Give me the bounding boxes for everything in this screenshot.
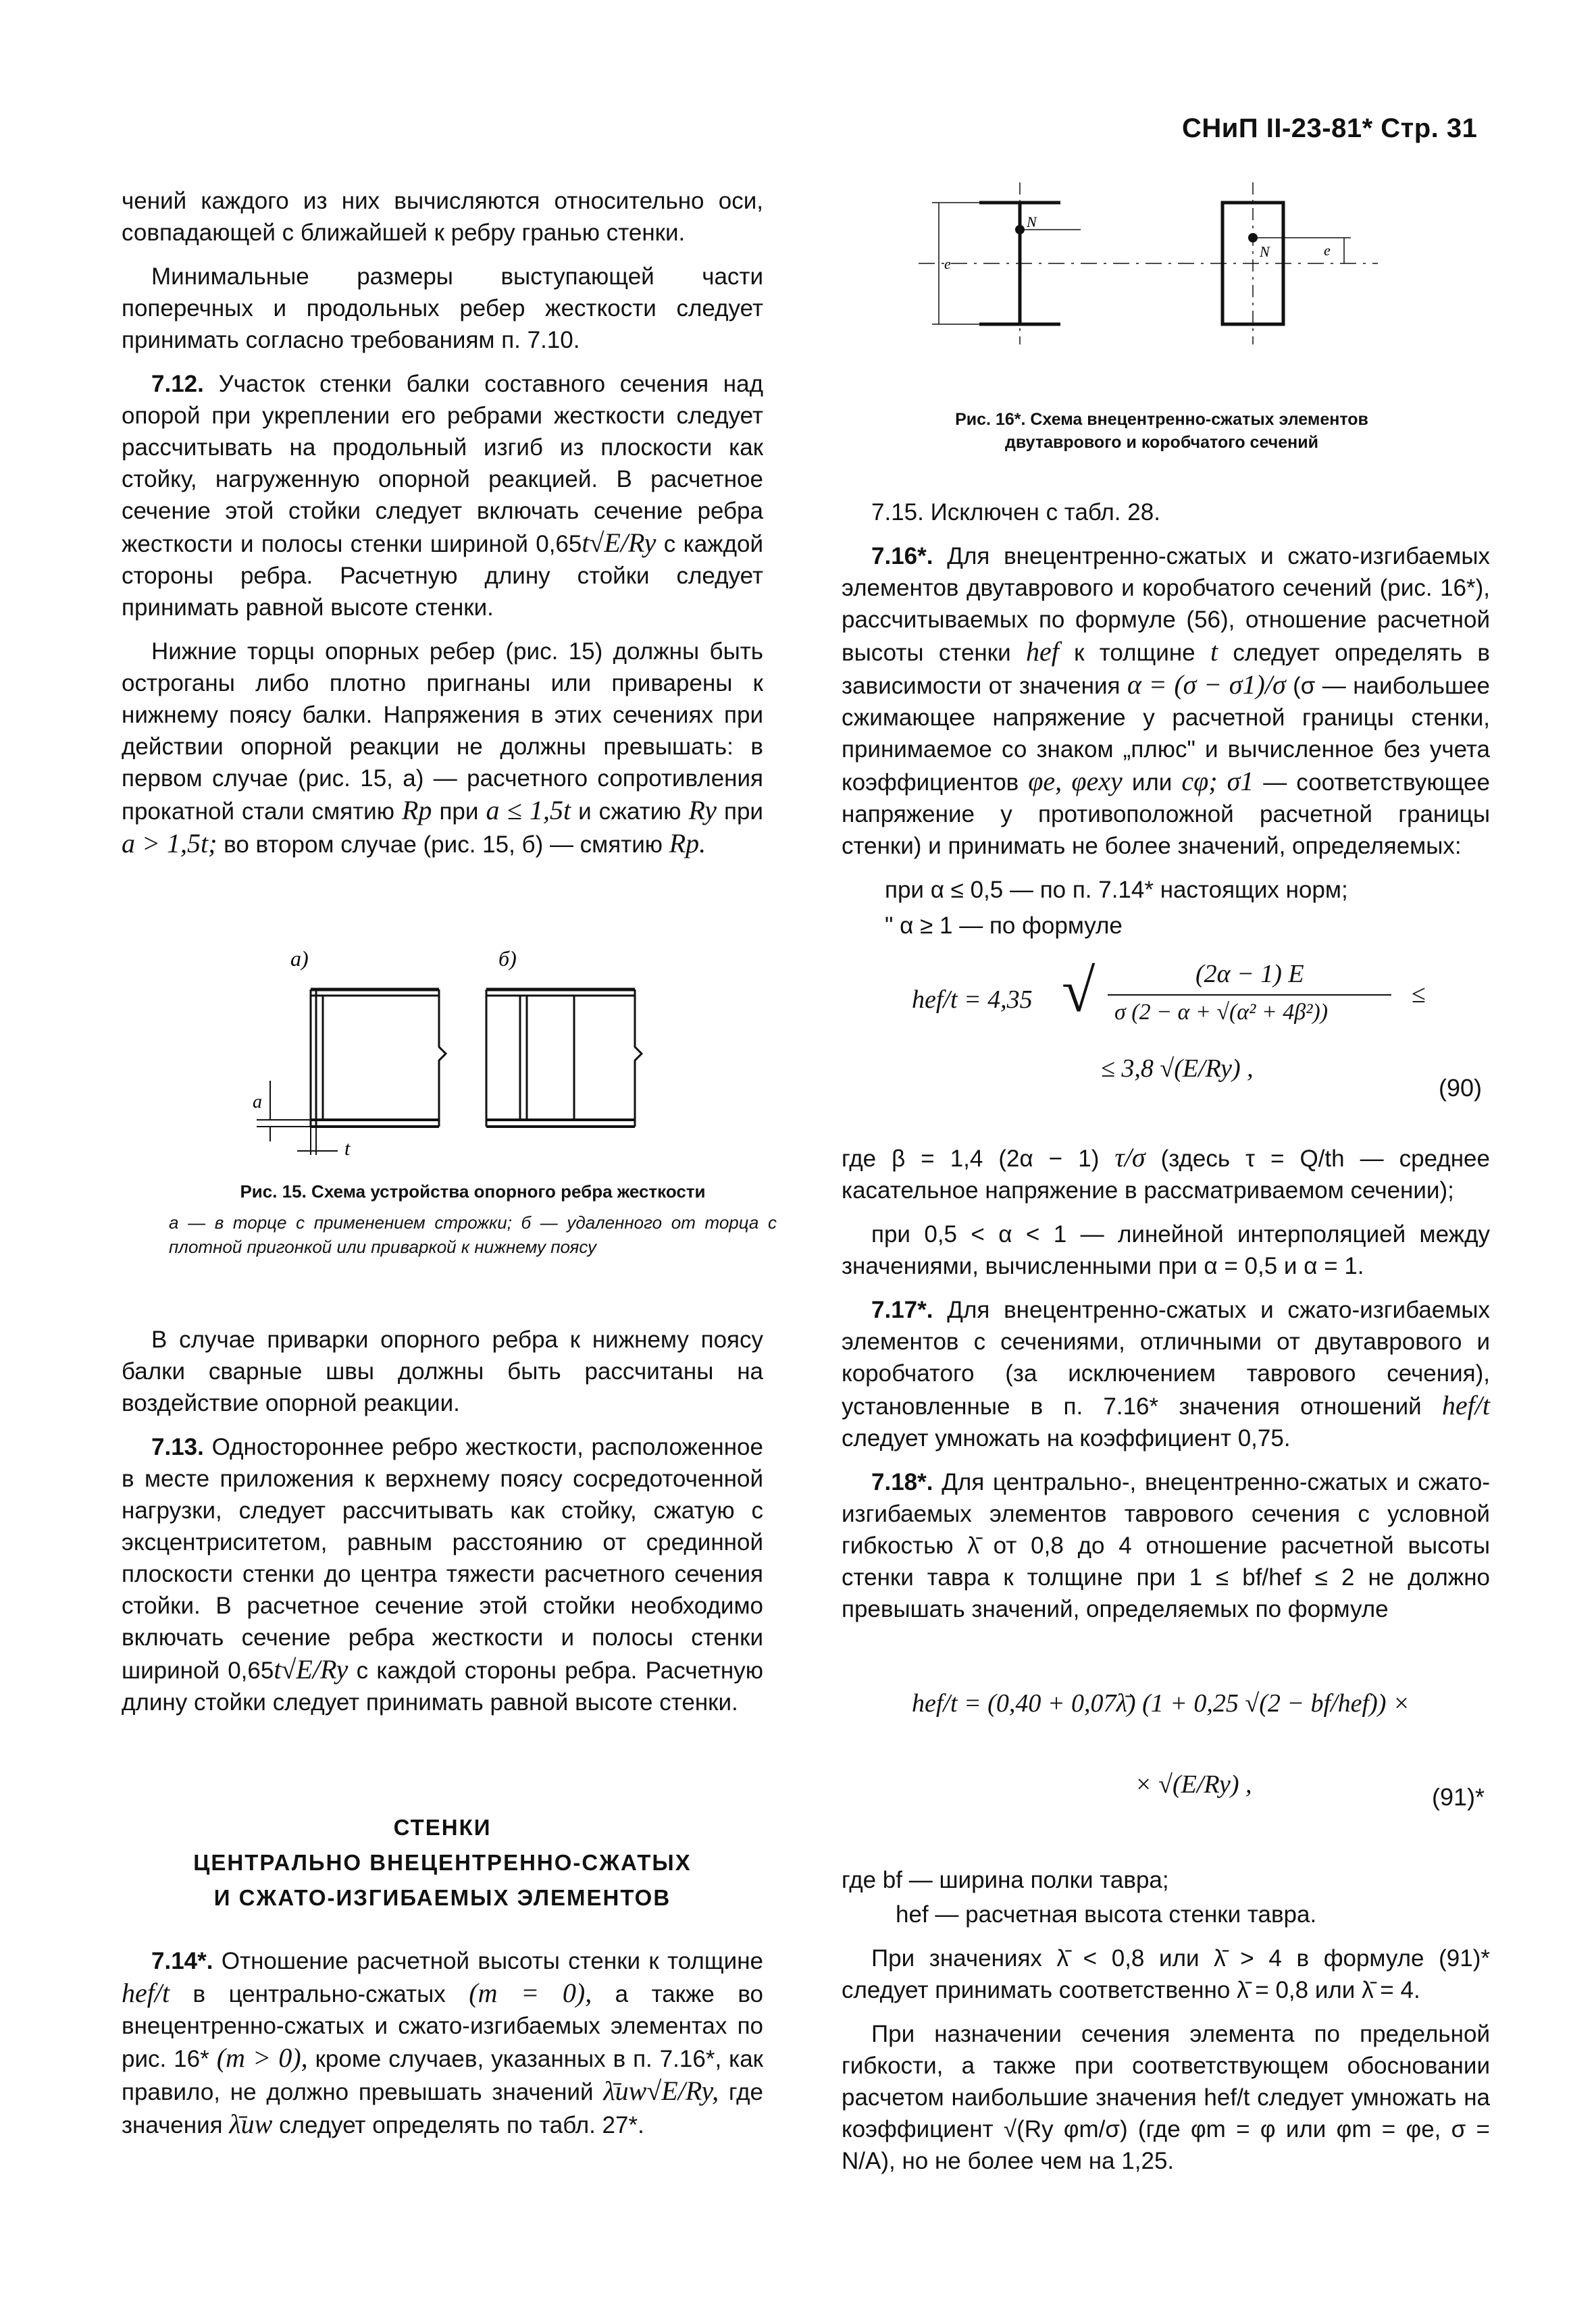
formula-90 — [912, 959, 1506, 1121]
where-beta — [842, 1141, 1490, 1206]
text: Нижние торцы опорных ребер (рис. 15) должны быть остроганы либо плотно пригнаны или приварены к нижнему поясу балки. Напряжения в этих сечениях при действии опорной реакции не должны превышать: в первом случае (рис. 15, а) — расчетного сопротивления прокатной стали смятию — [122, 638, 763, 825]
right-column-middle — [842, 1141, 1490, 1637]
symbol: α = (σ − σ1)/σ — [1127, 669, 1286, 700]
section-title — [122, 1810, 763, 1916]
symbol: t — [1210, 636, 1218, 667]
fig16-i-beam — [919, 182, 1378, 344]
symbol: τ/σ — [1114, 1142, 1145, 1173]
clause-number: 7.16*. — [871, 543, 933, 569]
paragraph-bearing-stiffener — [122, 636, 763, 860]
eq90-line2: ≤ 3,8 √(E/Ry) , — [1101, 1054, 1254, 1083]
left-column-bottom — [122, 1324, 763, 1730]
fig15-label-b: б) — [498, 946, 517, 971]
text: при — [439, 798, 479, 825]
symbol: Ry — [688, 795, 717, 825]
text: с каждой стороны ребра. Расчетную длину стойки следует принимать равной высоте стенки. — [122, 531, 764, 621]
figure-16-caption: Рис. 16*. Схема внецентренно-сжатых элементов двутаврового и коробчатого сечений — [955, 410, 1368, 452]
symbol: cφ; — [1181, 766, 1218, 796]
eq90-le: ≤ — [1412, 980, 1426, 1008]
symbol: a ≤ 1,5t — [486, 795, 571, 825]
figure-15-caption — [169, 1179, 777, 1259]
clause-number: 7.14*. — [151, 1948, 213, 1974]
eq91-line1: hef/t = (0,40 + 0,07λ̄) (1 + 0,25 √(2 − bf/hef)) × — [912, 1689, 1410, 1718]
text: при — [724, 798, 763, 825]
clause-number: 7.18*. — [871, 1469, 933, 1495]
page-header: СНиП II-23-81* Стр. 31 — [1182, 113, 1478, 143]
formula-91 — [912, 1675, 1506, 1837]
text: следует умножать на коэффициент 0,75. — [842, 1425, 1291, 1451]
clause-7-16 — [842, 540, 1490, 862]
figure-15-title: Рис. 15. Схема устройства опорного ребра жесткости — [240, 1181, 706, 1202]
text: и сжатию — [578, 798, 681, 825]
symbol: (m > 0), — [216, 2042, 308, 2073]
fig16-force-point — [1248, 233, 1258, 242]
where-hef: hef — расчетная высота стенки тавра. — [896, 1901, 1317, 1928]
text: к толщине — [1074, 640, 1195, 666]
symbol: λ̄uw — [229, 2109, 273, 2139]
symbol: a > 1,5t; — [122, 828, 217, 858]
figure-15 — [243, 939, 756, 1168]
text: Отношение расчетной высоты стенки к толщине — [221, 1948, 763, 1974]
text: Одностороннее ребро жесткости, расположенное в месте приложения к верхнему поясу сосредоточенной нагрузки, следует рассчитывать как стойку, сжатую с эксцентриситетом, равным расстоянию от срединной плоскости стенки до центра тяжести расчетного сечения стойки. В расчетное сечение этой стойки необходимо включать сечение ребра жесткости и полосы стенки шириной 0,65 — [122, 1434, 763, 1684]
right-column-end — [842, 1864, 1490, 2189]
section-title-line: И СЖАТО-ИЗГИБАЕМЫХ ЭЛЕМЕНТОВ — [213, 1885, 671, 1910]
symbol: hef — [1025, 636, 1059, 667]
paragraph: При назначении сечения элемента по предельной гибкости, а также при соответствующем обосновании расчетом наибольшие значения hef/t следует умножать на коэффициент √(Ry φm/σ) (где φm = φ или φm = φe, σ = N/A), но не более чем на 1,25. — [842, 2021, 1490, 2174]
paragraph: чений каждого из них вычисляются относительно оси, совпадающей с ближайшей к ребру гранью стенки. — [122, 188, 763, 246]
text: во втором случае (рис. 15, б) — смятию — [224, 831, 663, 858]
clause-7-18 — [842, 1466, 1490, 1625]
condition: " α ≥ 1 — по формуле — [885, 912, 1123, 939]
right-column — [842, 496, 1490, 946]
eq91-number: (91)* — [1432, 1783, 1485, 1811]
fig15-variant-a — [257, 989, 446, 1155]
paragraph: В случае приварки опорного ребра к нижнему поясу балки сварные швы должны быть рассчитаны на воздействие опорной реакции. — [122, 1327, 763, 1416]
fig15-dim-t: t — [344, 1137, 351, 1160]
clause-number: 7.12. — [151, 371, 204, 397]
fig15-dim-a: a — [253, 1091, 262, 1112]
clause-7-17 — [842, 1294, 1490, 1454]
symbol: hef/t — [122, 1978, 170, 2008]
eq90-sqrt-sign: √ — [1062, 958, 1096, 1025]
eq90-denominator: σ (2 − α + √(α² + 4β²)) — [1114, 1000, 1329, 1025]
condition: при 0,5 < α < 1 — линейной интерполяцией между значениями, вычисленными при α = 0,5 и α = 1. — [842, 1221, 1490, 1279]
text: Для внецентренно-сжатых и сжато-изгибаемых элементов с сечениями, отличными от двутаврового и коробчатого (за исключением таврового сечения), установленные в п. 7.16* значения отношений — [842, 1297, 1490, 1420]
text: в центрально-сжатых — [192, 1981, 446, 2007]
text: (σ — наибольшее сжимающее напряжение у расчетной границы стенки, принимаемое со знаком „плюс" и вычисленное без учета коэффициентов — [842, 673, 1490, 796]
left-column-end — [122, 1945, 763, 2153]
text: — соответствующее напряжение у противоположной расчетной границы стенки) и принимать не более значений, определяемых: — [842, 769, 1490, 859]
fig16-label-n2: N — [1260, 243, 1270, 260]
eq90-fraction-bar — [1108, 994, 1391, 996]
clause-number: 7.17*. — [871, 1297, 933, 1323]
text: а также во внецентренно-сжатых и сжато-изгибаемых элементах по рис. 16* — [122, 1981, 763, 2072]
paragraph: Минимальные размеры выступающей части поперечных и продольных ребер жесткости следует принимать согласно требованиям п. 7.10. — [122, 263, 763, 353]
fig15-label-a: а) — [290, 946, 309, 971]
clause-7-15: 7.15. Исключен с табл. 28. — [871, 499, 1160, 525]
clause-7-12 — [122, 368, 763, 623]
fig15-variant-b — [486, 989, 642, 1127]
symbol: Rp. — [669, 828, 706, 858]
text: касательное напряжение в рассматриваемом сечении); — [842, 1177, 1454, 1204]
condition: при α ≤ 0,5 — по п. 7.14* настоящих норм; — [885, 877, 1348, 903]
paragraph: При значениях λ̄ < 0,8 или λ̄ > 4 в формуле (91)* следует принимать соответственно λ̄ = 0,8 или λ̄ = 4. — [842, 1945, 1490, 2003]
fig16-force-point — [1015, 225, 1025, 234]
fig16-label-e1: e — [944, 255, 951, 272]
text: кроме случаев, указанных в п. 7.16*, как правило, не должно превышать значений — [122, 2046, 763, 2105]
text: или — [1131, 769, 1173, 796]
clause-7-13 — [122, 1431, 763, 1718]
text: Для центрально-, внецентренно-сжатых и сжато-изгибаемых элементов таврового сечения с условной гибкостью λ̄ от 0,8 до 4 отношение расчетной высоты стенки тавра к толщине при 1 ≤ bf/hef ≤ 2 не должно превышать значений, определяемых по формуле — [842, 1469, 1490, 1622]
text: Для внецентренно-сжатых и сжато-изгибаемых элементов двутаврового и коробчатого сечений (рис. 16*), рассчитываемых по формуле (56), отношение расчетной высоты стенки — [842, 543, 1490, 666]
clause-number: 7.13. — [151, 1434, 204, 1460]
symbol: λ̄uw√E/Ry, — [603, 2076, 719, 2106]
text: следует определять по табл. 27*. — [279, 2112, 644, 2138]
formula-inline: t√E/Ry — [582, 528, 657, 558]
eq90-lhs: hef/t = 4,35 — [912, 985, 1033, 1014]
eq90-number: (90) — [1439, 1074, 1483, 1102]
text: с каждой стороны ребра. Расчетную длину стойки следует принимать равной высоте стенки. — [122, 1657, 763, 1716]
figure-15-description: а — в торце с применением строжки; б — удаленного от торца с плотной пригонкой или приваркой к нижнему поясу — [169, 1212, 777, 1257]
eq90-numerator: (2α − 1) E — [1195, 960, 1304, 988]
formula-inline: t√E/Ry — [274, 1654, 349, 1685]
text: где значения — [122, 2079, 763, 2138]
text: Участок стенки балки составного сечения над опорой при укреплении его ребрами жесткости следует рассчитывать на продольный изгиб из плоскости как стойку, нагруженную опорной реакцией. В расчетное сечение этой стойки следует включать сечение ребра жесткости и полосы стенки шириной 0,65 — [122, 371, 764, 557]
symbol: Rp — [402, 795, 432, 825]
text: следует определять в зависимости от значения — [842, 640, 1491, 699]
figure-16 — [905, 182, 1391, 351]
fig16-label-n1: N — [1027, 213, 1037, 230]
fig16-label-e2: e — [1324, 242, 1331, 259]
section-title-line: ЦЕНТРАЛЬНО ВНЕЦЕНТРЕННО-СЖАТЫХ — [193, 1850, 692, 1875]
symbol: φe, φexy — [1028, 766, 1123, 796]
clause-7-14 — [122, 1945, 763, 2141]
text: (здесь τ = Q/th — среднее — [1160, 1146, 1490, 1172]
left-column-top — [122, 185, 763, 873]
text: где β = 1,4 (2α − 1) — [842, 1146, 1100, 1172]
symbol: σ1 — [1227, 766, 1254, 796]
symbol: (m = 0), — [469, 1978, 592, 2008]
symbol: hef/t — [1441, 1390, 1490, 1420]
section-title-line: СТЕНКИ — [393, 1815, 492, 1840]
eq91-line2: × √(E/Ry) , — [1135, 1770, 1252, 1799]
where-bf: где bf — ширина полки тавра; — [842, 1867, 1169, 1893]
